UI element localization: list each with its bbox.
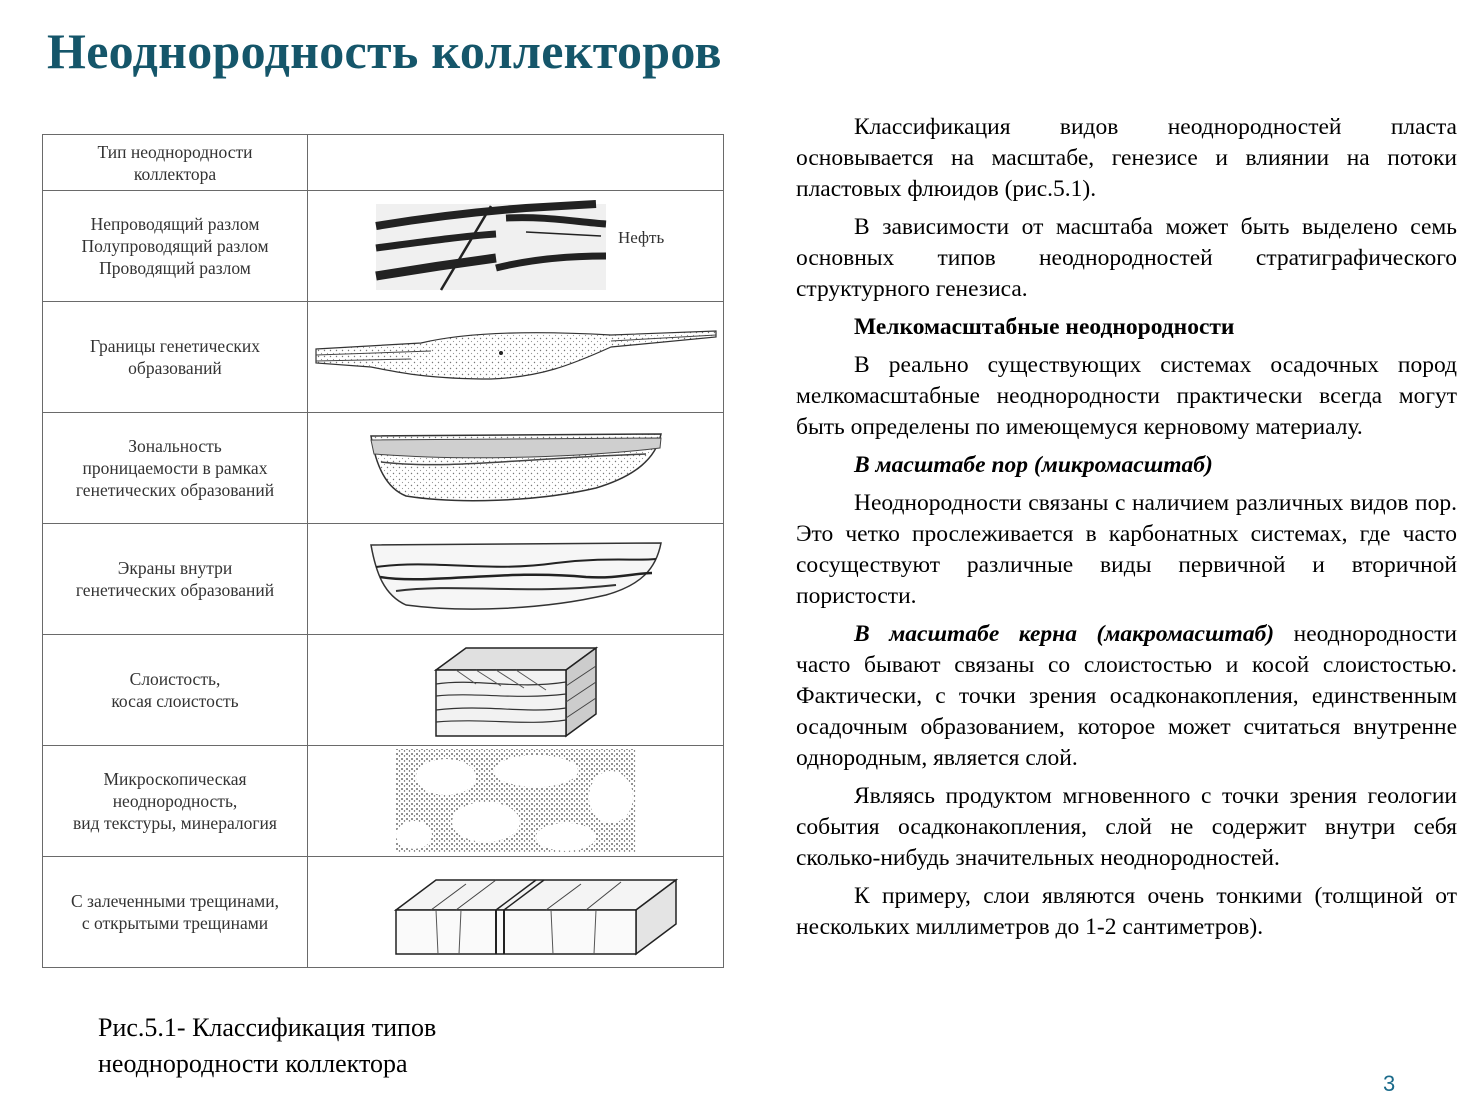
body-text xyxy=(796,112,1457,950)
paragraph-2: В зависимости от масштаба может быть выделено семь основных типов неоднородностей стратиграфического структурного генезиса. xyxy=(796,214,1457,302)
row-label-permeability-zones: Зональность проницаемости в рамках генетических образований xyxy=(43,413,308,524)
oil-annotation: Нефть xyxy=(617,228,664,247)
row-label-layering: Слоистость, косая слоистость xyxy=(43,635,308,746)
row-label-genetic-boundaries: Границы генетических образований xyxy=(43,302,308,413)
row-label-faults: Непроводящий разлом Полупроводящий разлом Проводящий разлом xyxy=(43,191,308,302)
fault-sketch xyxy=(308,191,724,302)
core-scale-lead: В масштабе керна (макромасштаб) xyxy=(854,621,1275,647)
paragraph-1: Классификация видов неоднородностей пласта основывается на масштабе, генезисе и влиянии на потоки пластовых флюидов (рис.5.1). xyxy=(796,114,1457,202)
heading-pore-scale: В масштабе пор (микромасштаб) xyxy=(854,452,1213,478)
row-label-screens: Экраны внутри генетических образований xyxy=(43,524,308,635)
figure-caption: Рис.5.1- Классификация типов неоднородности коллектора xyxy=(98,1013,437,1078)
figure-header-label: Тип неоднородности коллектора xyxy=(43,135,308,191)
page-number: 3 xyxy=(1383,1071,1396,1096)
microscopic-sketch xyxy=(308,746,724,857)
genetic-boundaries-sketch xyxy=(308,302,724,413)
row-label-fractures: С залеченными трещинами, с открытыми трещинами xyxy=(43,857,308,968)
paragraph-7: К примеру, слои являются очень тонкими (толщиной от нескольких миллиметров до 1-2 сантиметров). xyxy=(796,883,1457,940)
screens-sketch xyxy=(308,524,724,635)
classification-figure xyxy=(42,134,724,966)
layering-sketch xyxy=(308,635,724,746)
paragraph-5 xyxy=(796,619,1457,774)
permeability-zones-sketch xyxy=(308,413,724,524)
slide-title: Неоднородность коллекторов xyxy=(47,23,722,79)
fractures-sketch xyxy=(308,857,724,968)
paragraph-3: В реально существующих системах осадочных пород мелкомасштабные неоднородности практически всегда могут быть определены по имеющемуся керновому материалу. xyxy=(796,352,1457,440)
heading-small-scale: Мелкомасштабные неоднородности xyxy=(854,314,1235,340)
row-label-microscopic: Микроскопическая неоднородность, вид текстуры, минералогия xyxy=(43,746,308,857)
paragraph-4: Неоднородности связаны с наличием различных видов пор. Это четко прослеживается в карбонатных системах, где часто сосуществуют различные виды первичной и вторичной пористости. xyxy=(796,490,1457,609)
figure-header-empty xyxy=(308,135,724,191)
paragraph-6: Являясь продуктом мгновенного с точки зрения геологии события осадконакопления, слой не содержит внутри себя сколько-нибудь значительных неоднородностей. xyxy=(796,783,1457,871)
paragraph-5-rest: неоднородности часто бывают связаны со слоистостью и косой слоистостью. Фактически, с точки зрения осадконакопления, единственным осадочным образованием, которое может считаться внутренне однородным, является слой. xyxy=(796,621,1457,771)
